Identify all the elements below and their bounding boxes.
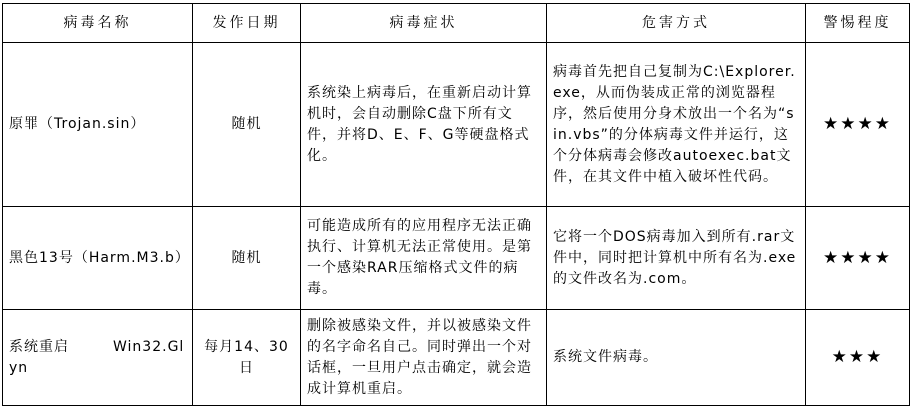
virus-table-container bbox=[2, 3, 910, 406]
virus-name-cell: 原罪（Trojan.sin） bbox=[3, 43, 193, 207]
symptom-cell: 删除被感染文件，并以被感染文件的名字命名自己。同时弹出一个对话框，一旦用户点击确定，就会造成计算机重启。 bbox=[301, 310, 547, 406]
header-virus-name: 病毒名称 bbox=[3, 4, 193, 43]
alert-level-cell: ★★★★ bbox=[806, 43, 910, 207]
symptom-cell: 系统染上病毒后，在重新启动计算机时，会自动删除C盘下所有文件，并将D、E、F、G等硬盘格式化。 bbox=[301, 43, 547, 207]
virus-name-code: Win32.Glyn bbox=[9, 338, 185, 376]
header-symptoms: 病毒症状 bbox=[301, 4, 547, 43]
onset-date-cell: 随机 bbox=[193, 43, 301, 207]
harm-cell: 病毒首先把自己复制为C:\Explorer.exe，从而伪装成正常的浏览器程序，然后使用分身术放出一个名为“sin.vbs”的分体病毒文件并运行，这个分体病毒会修改autoexec.bat文件，在其文件中植入破坏性代码。 bbox=[547, 43, 806, 207]
symptom-cell: 可能造成所有的应用程序无法正确执行、计算机无法正常使用。是第一个感染RAR压缩格式文件的病毒。 bbox=[301, 207, 547, 310]
header-onset-date: 发作日期 bbox=[193, 4, 301, 43]
alert-level-cell: ★★★ bbox=[806, 310, 910, 406]
virus-table bbox=[2, 3, 910, 406]
virus-name-cell bbox=[3, 310, 193, 406]
virus-name-chinese: 系统重启 bbox=[9, 338, 69, 355]
onset-date-cell: 随机 bbox=[193, 207, 301, 310]
table-row bbox=[3, 43, 910, 207]
table-row bbox=[3, 310, 910, 406]
harm-cell: 它将一个DOS病毒加入到所有.rar文件中，同时把计算机中所有名为.exe的文件改名为.com。 bbox=[547, 207, 806, 310]
virus-name-cell: 黑色13号（Harm.M3.b） bbox=[3, 207, 193, 310]
table-row bbox=[3, 207, 910, 310]
alert-level-cell: ★★★★ bbox=[806, 207, 910, 310]
header-row bbox=[3, 4, 910, 43]
header-alert-level: 警惕程度 bbox=[806, 4, 910, 43]
header-harm-method: 危害方式 bbox=[547, 4, 806, 43]
onset-date-cell: 每月14、30日 bbox=[193, 310, 301, 406]
harm-cell: 系统文件病毒。 bbox=[547, 310, 806, 406]
